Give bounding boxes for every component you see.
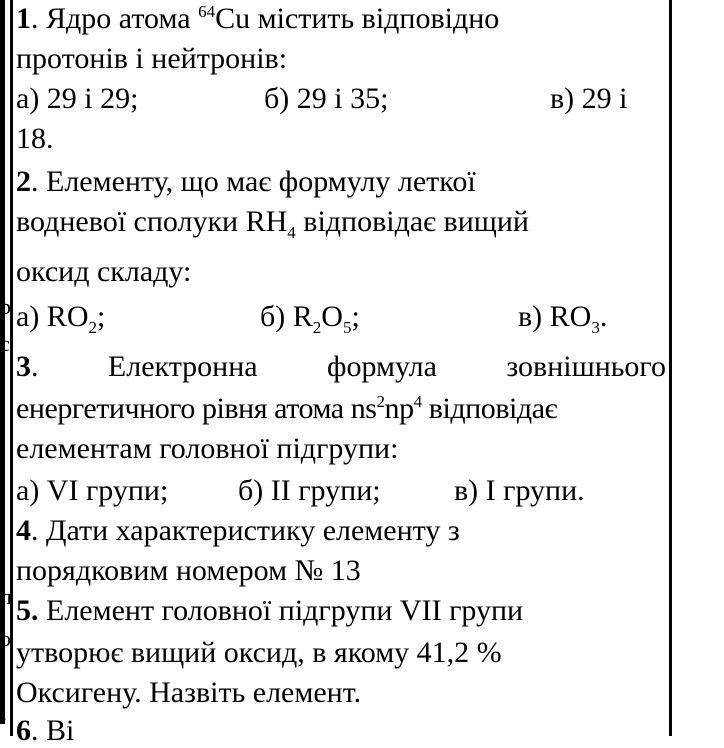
q2-option-c-sub: 3 bbox=[591, 318, 600, 337]
q3-sup-1: 2 bbox=[376, 392, 385, 411]
q5-line3: Оксигену. Назвіть елемент. bbox=[16, 676, 362, 709]
q3-word-1: Електронна bbox=[107, 350, 258, 383]
q3-mid: np bbox=[384, 392, 414, 425]
q2-number: 2 bbox=[16, 165, 31, 198]
q2-line1 bbox=[16, 165, 476, 199]
q4-text: . Дати характеристику елементу з bbox=[31, 514, 460, 547]
q4-number: 4 bbox=[16, 514, 31, 547]
q5-line1 bbox=[16, 594, 523, 628]
q2-option-c-pre: в) RO bbox=[518, 300, 592, 333]
q3-line3: елементам головної підгрупи: bbox=[16, 432, 399, 465]
q1-line1 bbox=[16, 2, 499, 36]
q3-word-3: зовнішнього bbox=[506, 350, 666, 383]
q2-option-a bbox=[16, 300, 106, 337]
q2-option-a-post: ; bbox=[96, 300, 106, 333]
q1-line2: протонів і нейтронів: bbox=[16, 42, 288, 75]
margin-glyph: о bbox=[0, 626, 11, 651]
q3-option-b: б) II групи; bbox=[238, 474, 381, 507]
q2-option-b-sub2: 5 bbox=[342, 318, 352, 337]
q3-text-b: відповідає bbox=[421, 392, 558, 425]
q2-text-b: відповідає вищий bbox=[295, 205, 529, 238]
q3-sup-2: 4 bbox=[413, 392, 422, 411]
q3-word-2: формула bbox=[327, 350, 437, 383]
q1-isotope-mass: 64 bbox=[198, 2, 216, 21]
q4-line2: порядковим номером № 13 bbox=[16, 554, 361, 587]
q1-option-c-continued: 18. bbox=[16, 122, 54, 155]
q3-text-a: енергетичного рівня атома ns bbox=[16, 392, 377, 425]
q2-formula-sub: 4 bbox=[287, 223, 296, 242]
q2-option-c bbox=[518, 300, 608, 337]
q5-number: 5. bbox=[16, 594, 39, 627]
q2-option-a-pre: а) RO bbox=[16, 300, 89, 333]
q3-line1 bbox=[16, 350, 666, 384]
q3-line2 bbox=[16, 392, 557, 426]
q2-option-b-pre: б) R bbox=[260, 300, 313, 333]
q1-text-a: . Ядро атома bbox=[31, 2, 199, 35]
q2-option-b-post: ; bbox=[351, 300, 360, 333]
q1-option-c: в) 29 і bbox=[550, 82, 628, 115]
q3-lead: 3. bbox=[16, 350, 39, 383]
q2-text-a: водневої сполуки RH bbox=[16, 205, 288, 238]
margin-glyph: р bbox=[0, 294, 11, 319]
q3-number: 3 bbox=[16, 350, 31, 383]
left-page-edge bbox=[0, 0, 5, 724]
margin-glyph: і bbox=[0, 700, 7, 725]
q1-option-b: б) 29 і 35; bbox=[264, 82, 389, 115]
q2-line2 bbox=[16, 205, 529, 242]
q3-option-a: а) VI групи; bbox=[16, 474, 169, 507]
q4-line1 bbox=[16, 514, 460, 548]
q1-element: Cu bbox=[215, 2, 251, 35]
q1-number: 1 bbox=[16, 2, 31, 35]
q2-option-b-sub1: 2 bbox=[312, 318, 322, 337]
q2-option-a-sub: 2 bbox=[88, 318, 97, 337]
q3-option-c: в) I групи. bbox=[454, 474, 585, 507]
q2-option-b-mid: O bbox=[321, 300, 343, 333]
q2-text: . Елементу, що має формулу леткої bbox=[31, 165, 476, 198]
margin-glyph: п bbox=[0, 584, 12, 609]
q5-text: Елемент головної підгрупи VII групи bbox=[38, 594, 524, 627]
q2-option-c-post: . bbox=[599, 300, 608, 333]
q6-line1 bbox=[16, 714, 74, 748]
margin-glyph: с bbox=[0, 331, 10, 356]
q2-option-b bbox=[260, 300, 360, 337]
q5-line2: утворює вищий оксид, в якому 41,2 % bbox=[16, 636, 502, 669]
q2-line3: оксид складу: bbox=[16, 255, 192, 288]
q6-text: . Ві bbox=[31, 714, 75, 747]
q6-number: 6 bbox=[16, 714, 31, 747]
q1-text-b: містить відповідно bbox=[250, 2, 500, 35]
q1-option-a: а) 29 і 29; bbox=[16, 82, 139, 115]
